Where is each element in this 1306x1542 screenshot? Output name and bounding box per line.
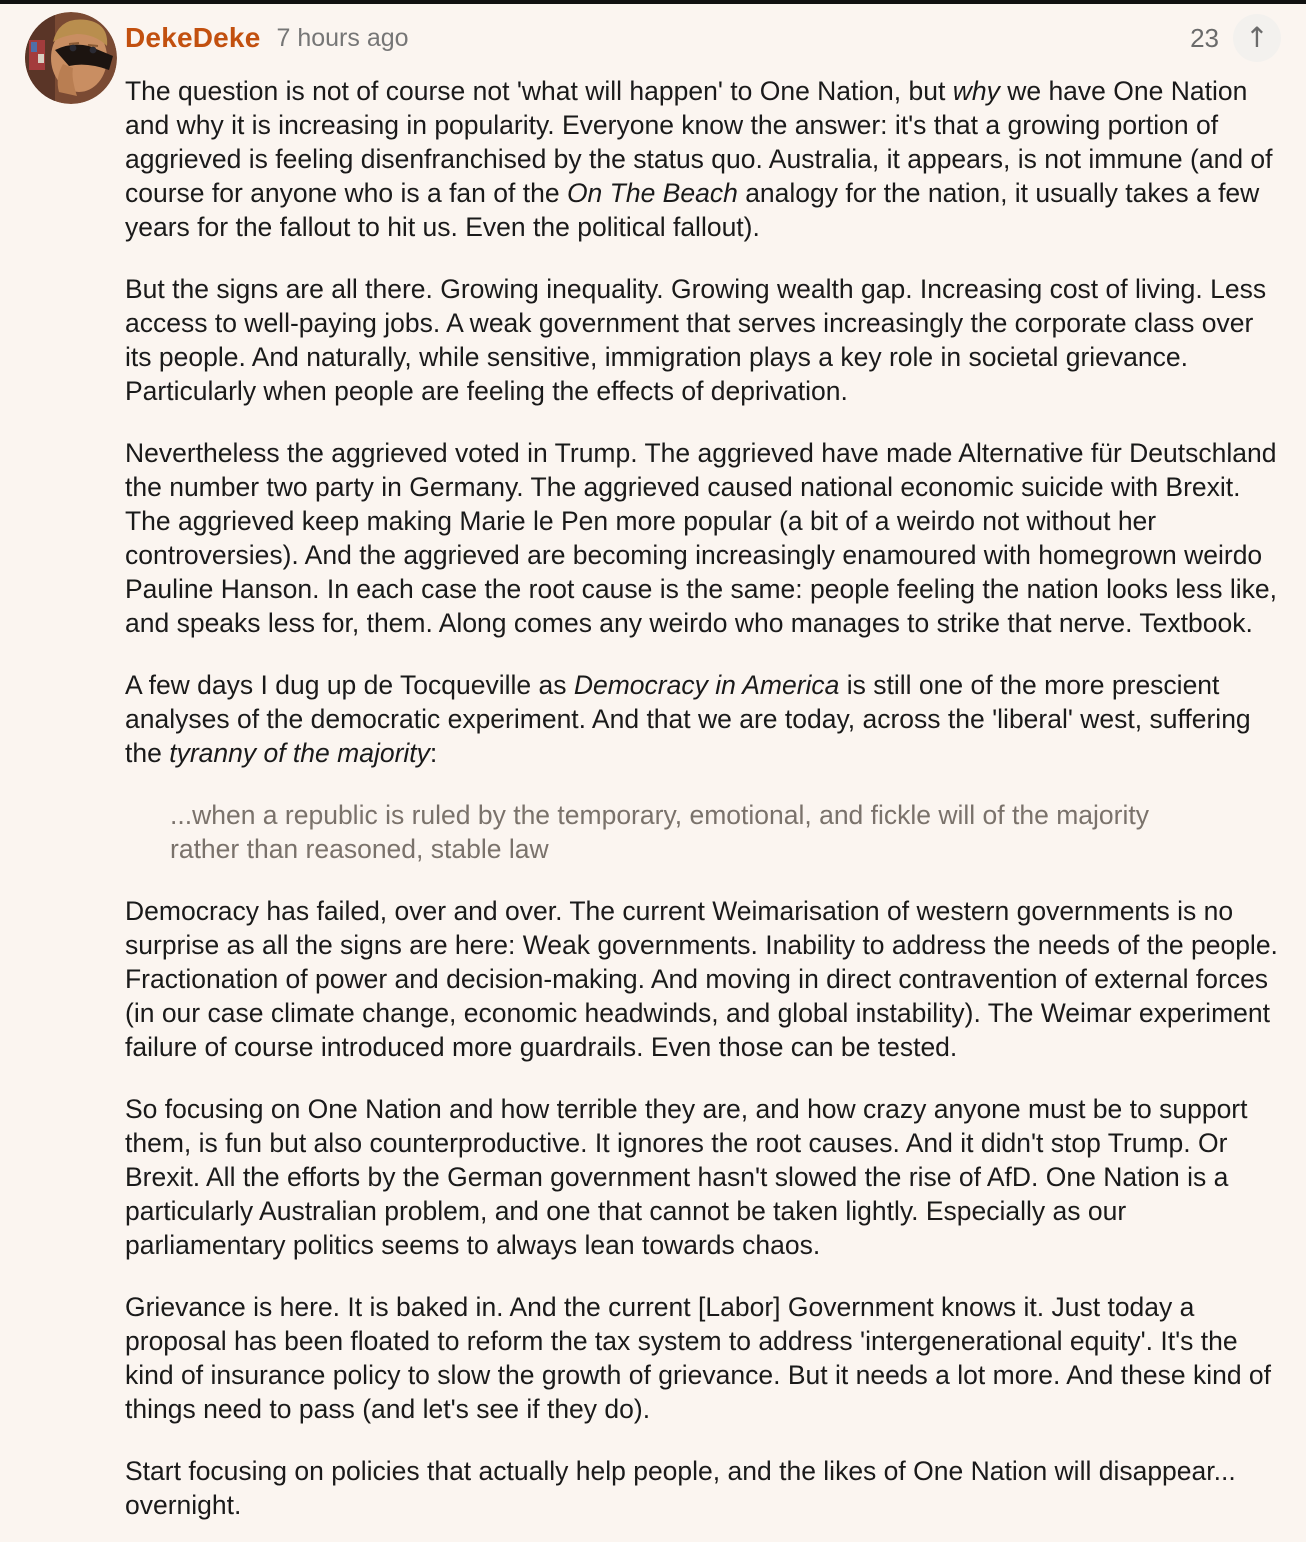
text-segment: ...when a republic is ruled by the temporary, emotional, and fickle will of the majority rather than reasoned, stable law: [170, 800, 1149, 864]
text-segment: Grievance is here. It is baked in. And the current [Labor] Government knows it. Just today a proposal has been floated to reform the tax system to address 'intergenerational equity'. It's the kind of insurance policy to slow the growth of grievance. But it needs a lot more. And these kind of things need to pass (and let's see if they do).: [125, 1292, 1272, 1424]
text-segment: we have One Nation and why it is increasing in popularity. Everyone know the answer: it's that a growing portion of aggrieved is feeling disenfranchised by the status quo. Australia, it appears, is not immune (and of course for anyone who is a fan of the: [125, 76, 1273, 208]
comment-paragraph: [125, 1454, 1281, 1522]
italic-text-segment: why: [952, 76, 1000, 106]
comment-paragraph: [125, 668, 1281, 770]
text-segment: is still one of the more prescient analyses of the democratic experiment. And that we are today, across the 'liberal' west, suffering the: [125, 670, 1251, 768]
comment-header: [125, 14, 1281, 62]
avatar-column: [25, 12, 125, 1522]
italic-text-segment: On The Beach: [566, 178, 738, 208]
comment-paragraph: [125, 1092, 1281, 1262]
comment: [0, 4, 1306, 1542]
comment-body: [125, 74, 1281, 1522]
comment-paragraph: [125, 436, 1281, 640]
italic-text-segment: tyranny of the majority: [169, 738, 430, 768]
avatar-image: [25, 12, 117, 104]
comment-paragraph: [125, 272, 1281, 408]
comment-paragraph: [125, 1290, 1281, 1426]
comment-main: [125, 12, 1281, 1522]
text-segment: Start focusing on policies that actually help people, and the likes of One Nation will disappear... overnight.: [125, 1456, 1236, 1520]
text-segment: Democracy has failed, over and over. The current Weimarisation of western governments is no surprise as all the signs are here: Weak governments. Inability to address the needs of the people. Fractionation of power and decision-making. And moving in direct contravention of external forces (in our case climate change, economic headwinds, and global instability). The Weimar experiment failure of course introduced more guardrails. Even those can be tested.: [125, 896, 1278, 1062]
comment-paragraph: [125, 894, 1281, 1064]
avatar: [25, 12, 117, 104]
author-name[interactable]: DekeDeke: [125, 22, 261, 53]
text-segment: :: [429, 738, 438, 768]
comment-timestamp: 7 hours ago: [276, 23, 409, 52]
text-segment: The question is not of course not 'what will happen' to One Nation, but: [125, 76, 953, 106]
upvote-button[interactable]: [1233, 14, 1281, 62]
comment-paragraph: [125, 74, 1281, 244]
comment-blockquote: [170, 798, 1281, 866]
text-segment: So focusing on One Nation and how terrible they are, and how crazy anyone must be to support them, is fun but also counterproductive. It ignores the root causes. And it didn't stop Trump. Or Brexit. All the efforts by the German government hasn't slowed the rise of AfD. One Nation is a particularly Australian problem, and one that cannot be taken lightly. Especially as our parliamentary politics seems to always lean towards chaos.: [125, 1094, 1248, 1260]
text-segment: analogy for the nation, it usually takes a few years for the fallout to hit us. Even the political fallout).: [125, 178, 1260, 242]
text-segment: But the signs are all there. Growing inequality. Growing wealth gap. Increasing cost of living. Less access to well-paying jobs. A weak government that serves increasingly the corporate class over its people. And naturally, while sensitive, immigration plays a key role in societal grievance. Particularly when people are feeling the effects of deprivation.: [125, 274, 1267, 406]
text-segment: Nevertheless the aggrieved voted in Trump. The aggrieved have made Alternative für Deutschland the number two party in Germany. The aggrieved caused national economic suicide with Brexit. The aggrieved keep making Marie le Pen more popular (a bit of a weirdo not without her controversies). And the aggrieved are becoming increasingly enamoured with homegrown weirdo Pauline Hanson. In each case the root cause is the same: people feeling the nation looks less like, and speaks less for, them. Along comes any weirdo who manages to strike that nerve. Textbook.: [125, 438, 1277, 638]
italic-text-segment: Democracy in America: [573, 670, 840, 700]
text-segment: A few days I dug up de Tocqueville as: [125, 670, 574, 700]
up-arrow-icon: ↑: [1245, 21, 1269, 54]
upvote-count: 23: [1190, 22, 1219, 53]
